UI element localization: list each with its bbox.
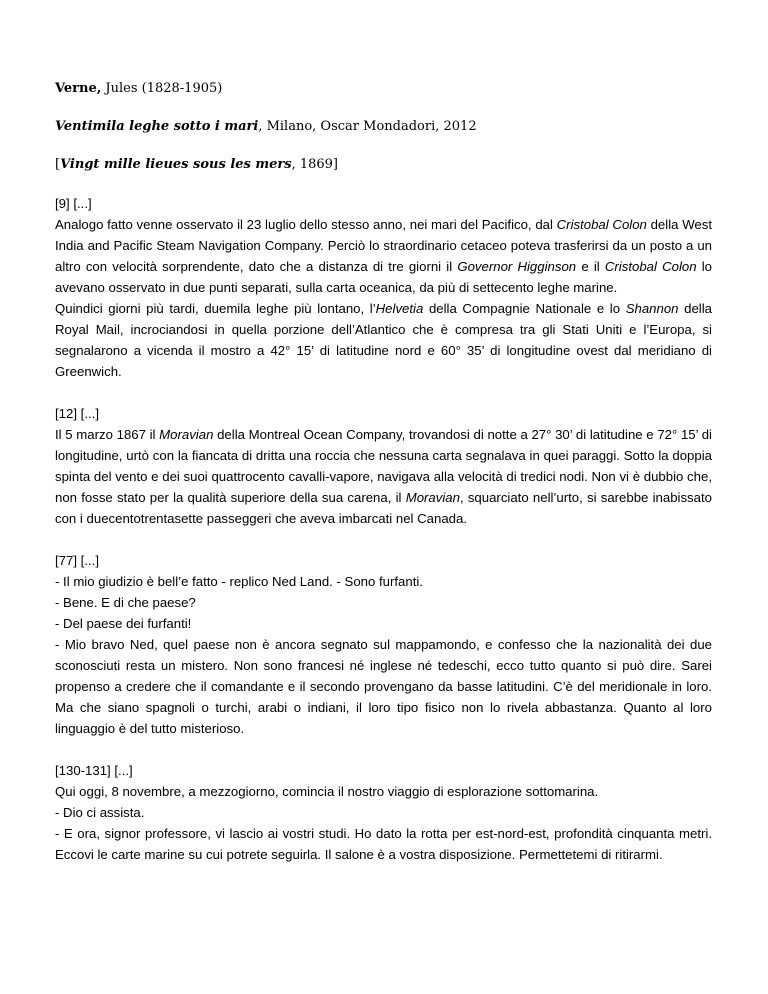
bracket-open: [	[55, 157, 61, 172]
author-name-dates: Jules (1828-1905)	[101, 81, 223, 96]
text: Quindici giorni più tardi, duemila leghe più lontano, l’	[55, 301, 376, 316]
dialogue-line: Qui oggi, 8 novembre, a mezzogiorno, comincia il nostro viaggio di esplorazione sottomarina.	[55, 784, 599, 799]
page-reference: [12] [...]	[55, 406, 99, 421]
ship-name: Cristobal Colon	[604, 259, 697, 274]
ship-name: Moravian	[405, 490, 460, 505]
original-year: , 1869]	[291, 157, 338, 172]
author-surname: Verne,	[55, 81, 102, 96]
edition-line	[55, 118, 712, 136]
paragraph	[55, 298, 712, 382]
dialogue-line: - Del paese dei furfanti!	[55, 616, 192, 631]
page-reference: [9] [...]	[55, 196, 92, 211]
book-publication: , Milano, Oscar Mondadori, 2012	[258, 119, 477, 134]
ship-name: Moravian	[159, 427, 214, 442]
ship-name: Governor Higginson	[457, 259, 577, 274]
original-title: Vingt mille lieues sous les mers	[60, 157, 292, 172]
book-title: Ventimila leghe sotto i mari	[55, 119, 259, 134]
paragraph	[55, 424, 712, 529]
dialogue-line: - Bene. E di che paese?	[55, 595, 196, 610]
text: Il 5 marzo 1867 il	[55, 427, 160, 442]
text: Analogo fatto venne osservato il 23 luglio dello stesso anno, nei mari del Pacifico, dal	[55, 217, 557, 232]
excerpt-130-131	[55, 760, 712, 865]
dialogue-line: - Dio ci assista.	[55, 805, 145, 820]
author-line	[55, 80, 712, 98]
excerpt-9	[55, 193, 712, 382]
ship-name: Helvetia	[375, 301, 424, 316]
dialogue-line: - Mio bravo Ned, quel paese non è ancora segnato sul mappamondo, e confesso che la nazionalità dei due sconosciuti resta un mistero. Non sono francesi né inglese né tedeschi, ecco tutto quanto si può dire. Sarei propenso a credere che il comandante e il secondo provengano da basse latitudini. C’è del meridionale in loro. Ma che siano spagnoli o turchi, arabi o indiani, il loro tipo fisico non lo rivela abbastanza. Quanto al loro linguaggio è del tutto misterioso.	[55, 637, 712, 736]
document-page	[55, 80, 712, 886]
text: e il	[576, 259, 605, 274]
text: lo avevano osservato in due punti separati, sulla carta oceanica, da più di settecento leghe marine.	[55, 259, 713, 295]
ship-name: Shannon	[625, 301, 679, 316]
dialogue-line: - E ora, signor professore, vi lascio ai vostri studi. Ho dato la rotta per est-nord-est, profondità cinquanta metri. Eccovi le carte marine su cui potrete seguirla. Il salone è a vostra disposizione. Permettetemi di ritirarmi.	[55, 826, 712, 862]
excerpt-77	[55, 550, 712, 739]
text: della Montreal Ocean Company, trovandosi di notte a 27° 30’ di latitudine e 72° 15’ di longitudine, urtò con la fiancata di dritta una roccia che nessuna carta segnalava in quei paraggi. Sotto la doppia spinta del vento e dei suoi quattrocento cavalli-vapore, navigava alla velocità di tredici nodi. Non vi è dubbio che, non fosse stato per la qualità superiore della sua carena, il	[55, 427, 712, 505]
dialogue-line: - Il mio giudizio è bell’e fatto - replico Ned Land. - Sono furfanti.	[55, 574, 423, 589]
text: , squarciato nell’urto, si sarebbe inabissato con i duecentotrentasette passeggeri che aveva imbarcati nel Canada.	[55, 490, 712, 526]
ship-name: Cristobal Colon	[556, 217, 647, 232]
text: della Royal Mail, incrociandosi in quella porzione dell’Atlantico che è compresa tra gli Stati Uniti e l’Europa, si segnalarono a vicenda il mostro a 42° 15’ di latitudine nord e 60° 35’ di longitudine ovest dal meridiano di Greenwich.	[55, 301, 713, 379]
text: della West India and Pacific Steam Navigation Company. Perciò lo straordinario cetaceo poteva trasferirsi da un posto a un altro con velocità sorprendente, dato che a distanza di tre giorni il	[55, 217, 712, 274]
text: della Compagnie Nationale e lo	[423, 301, 626, 316]
excerpt-12	[55, 403, 712, 529]
paragraph	[55, 214, 712, 298]
original-title-line	[55, 156, 712, 174]
page-reference: [77] [...]	[55, 553, 99, 568]
page-reference: [130-131] [...]	[55, 763, 133, 778]
